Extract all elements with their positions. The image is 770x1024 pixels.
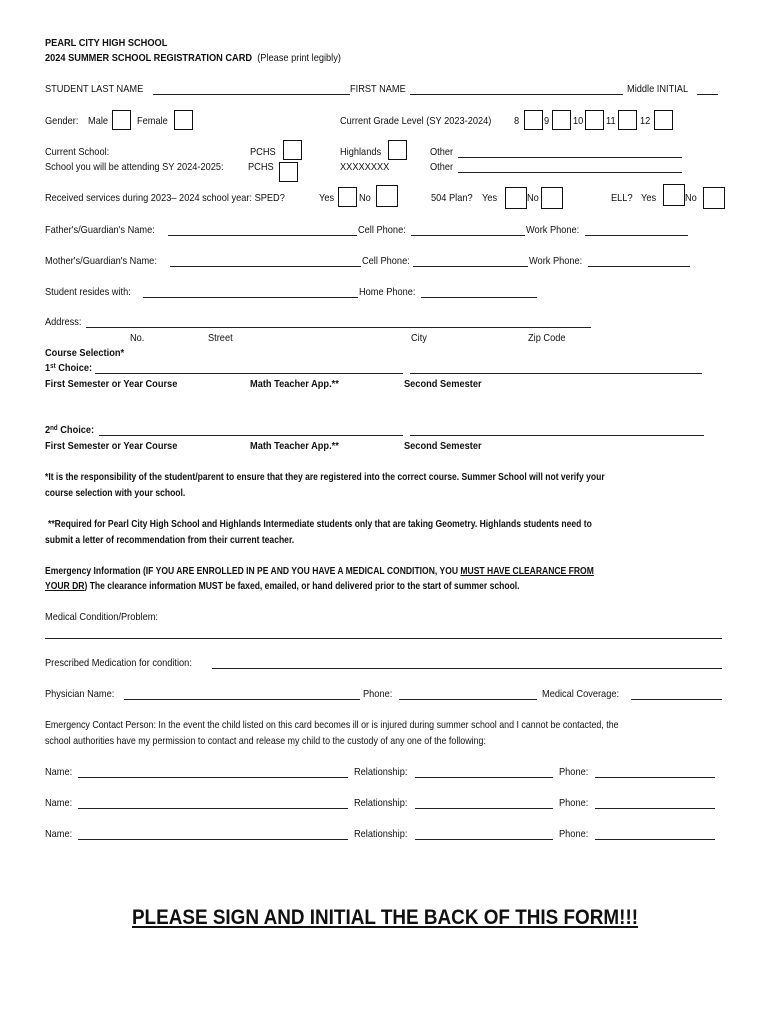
sped-no-checkbox[interactable] [376,185,398,207]
ell-no-label: No [685,192,697,204]
contact2-relationship-field[interactable] [415,808,553,809]
female-label: Female [137,115,168,127]
resides-with-label: Student resides with: [45,286,131,298]
home-phone-label: Home Phone: [359,286,416,298]
emergency-contact-line2: school authorities have my permission to contact and release my child to the custody of any one of the following: [45,735,486,747]
contact3-name-label: Name: [45,828,73,840]
second-choice-label [45,425,94,436]
prescribed-medication-field[interactable] [212,668,722,669]
resides-with-field[interactable] [143,297,358,298]
medical-coverage-field[interactable] [631,699,722,700]
grade-12-label: 12 [640,115,651,127]
grade-12-checkbox[interactable] [654,110,673,130]
form-title-text: 2024 SUMMER SCHOOL REGISTRATION CARD [45,52,253,64]
father-work-label: Work Phone: [526,224,580,236]
first-name-label: FIRST NAME [350,83,406,95]
contact2-phone-field[interactable] [595,808,715,809]
contact1-name-field[interactable] [78,777,348,778]
grade-8-checkbox[interactable] [524,110,543,130]
first-choice-number: 1 [45,362,51,374]
course-selection-heading: Course Selection* [45,347,125,359]
responsibility-note-line1: *It is the responsibility of the student/parent to ensure that they are registered into the correct course. Summer School will not verify your [45,471,605,483]
current-pchs-checkbox[interactable] [283,140,302,160]
contact2-phone-label: Phone: [559,797,589,809]
second-choice-second-semester-field[interactable] [410,435,704,436]
grade-11-label: 11 [606,115,616,127]
mother-work-label: Work Phone: [529,255,583,267]
second-choice-math-app-caption: Math Teacher App.** [250,440,339,452]
mother-name-label: Mother's/Guardian's Name: [45,255,157,267]
medical-condition-field[interactable] [45,638,722,639]
emergency-info-line2 [45,581,520,592]
highlands-crossed-out: XXXXXXXX [340,161,390,173]
other-current-field[interactable] [458,157,682,158]
attending-pchs-checkbox[interactable] [279,162,298,182]
female-checkbox[interactable] [174,110,193,130]
sped-yes-checkbox[interactable] [338,187,357,207]
first-choice-second-semester-field[interactable] [410,373,702,374]
physician-phone-field[interactable] [399,699,537,700]
contact1-relationship-field[interactable] [415,777,553,778]
contact1-relationship-label: Relationship: [354,766,408,778]
contact1-name-label: Name: [45,766,73,778]
grade-10-checkbox[interactable] [585,110,604,130]
ell-yes-label: Yes [641,192,657,204]
contact2-name-field[interactable] [78,808,348,809]
second-choice-word: Choice: [60,424,95,436]
ell-yes-checkbox[interactable] [663,184,685,206]
highlands-label: Highlands [340,146,382,158]
other-attending-label: Other [430,161,454,173]
print-note: (Please print legibly) [257,52,341,64]
mother-cell-label: Cell Phone: [362,255,410,267]
contact1-phone-field[interactable] [595,777,715,778]
current-pchs-label: PCHS [250,146,276,158]
attending-school-label: School you will be attending SY 2024-2025: [45,161,224,173]
address-no-caption: No. [130,332,145,344]
form-title [45,53,341,64]
ell-label: ELL? [611,192,633,204]
attending-pchs-label: PCHS [248,161,274,173]
second-choice-suffix: nd [50,425,58,432]
first-choice-second-semester-caption: Second Semester [404,378,482,390]
504-no-checkbox[interactable] [541,187,563,209]
first-choice-math-app-caption: Math Teacher App.** [250,378,339,390]
current-school-label: Current School: [45,146,110,158]
father-name-field[interactable] [168,235,357,236]
504-yes-label: Yes [482,192,498,204]
student-last-name-field[interactable] [153,94,350,95]
physician-name-field[interactable] [124,699,360,700]
grade-8-label: 8 [514,115,520,127]
first-choice-suffix: st [50,363,56,370]
mother-cell-field[interactable] [413,266,528,267]
second-choice-number: 2 [45,424,51,436]
first-choice-first-semester-caption: First Semester or Year Course [45,378,178,390]
grade-11-checkbox[interactable] [618,110,637,130]
emergency-info-text: Emergency Information (IF YOU ARE ENROLLED IN PE AND YOU HAVE A MEDICAL CONDITION, YOU [45,565,461,577]
contact3-relationship-label: Relationship: [354,828,408,840]
emergency-contact-line1: Emergency Contact Person: In the event the child listed on this card becomes ill or is injured during summer school and I cannot be contacted, the [45,719,619,731]
required-note-line1: **Required for Pearl City High School and Highlands Intermediate students only that are taking Geometry. Highlands students need to [48,518,592,530]
second-choice-second-semester-caption: Second Semester [404,440,482,452]
mother-work-field[interactable] [588,266,690,267]
contact3-relationship-field[interactable] [415,839,553,840]
male-checkbox[interactable] [112,110,131,130]
first-name-field[interactable] [410,94,623,95]
address-field[interactable] [86,327,591,328]
address-label: Address: [45,316,82,328]
father-cell-label: Cell Phone: [358,224,406,236]
contact3-phone-label: Phone: [559,828,589,840]
contact3-phone-field[interactable] [595,839,715,840]
highlands-checkbox[interactable] [388,140,407,160]
504-plan-label: 504 Plan? [431,192,473,204]
sign-back-reminder: PLEASE SIGN AND INITIAL THE BACK OF THIS FORM!!! [131,906,639,929]
clearance-instructions: ) The clearance information MUST be faxed, emailed, or hand delivered prior to the start of summer school. [84,580,520,592]
physician-name-label: Physician Name: [45,688,115,700]
gender-label: Gender: [45,115,79,127]
504-no-label: No [527,192,539,204]
sped-yes-label: Yes [319,192,335,204]
address-zip-caption: Zip Code [528,332,566,344]
father-name-label: Father's/Guardian's Name: [45,224,155,236]
medical-coverage-label: Medical Coverage: [542,688,620,700]
contact2-name-label: Name: [45,797,73,809]
mother-name-field[interactable] [170,266,361,267]
other-attending-field[interactable] [458,172,682,173]
contact2-relationship-label: Relationship: [354,797,408,809]
middle-initial-label: Middle INITIAL [627,83,689,95]
ell-no-checkbox[interactable] [703,187,725,209]
sped-no-label: No [359,192,371,204]
contact1-phone-label: Phone: [559,766,589,778]
address-street-caption: Street [208,332,233,344]
grade-level-label: Current Grade Level (SY 2023-2024) [340,115,492,127]
504-yes-checkbox[interactable] [505,187,527,209]
your-dr-text: YOUR DR [45,580,85,592]
grade-9-label: 9 [544,115,550,127]
grade-9-checkbox[interactable] [552,110,571,130]
grade-10-label: 10 [573,115,584,127]
other-current-label: Other [430,146,454,158]
father-cell-field[interactable] [411,235,525,236]
first-choice-word: Choice: [58,362,93,374]
first-choice-label [45,363,92,374]
first-choice-first-semester-field[interactable] [95,373,403,374]
student-last-name-label: STUDENT LAST NAME [45,83,144,95]
physician-phone-label: Phone: [363,688,393,700]
clearance-warning: MUST HAVE CLEARANCE FROM [460,565,594,577]
medical-condition-label: Medical Condition/Problem: [45,611,158,623]
second-choice-first-semester-field[interactable] [99,435,403,436]
contact3-name-field[interactable] [78,839,348,840]
emergency-info-line1 [45,566,594,577]
required-note-line2: submit a letter of recommendation from their current teacher. [45,534,295,546]
father-work-field[interactable] [585,235,688,236]
address-city-caption: City [411,332,427,344]
middle-initial-field[interactable] [697,94,718,95]
male-label: Male [88,115,109,127]
responsibility-note-line2: course selection with your school. [45,487,186,499]
prescribed-medication-label: Prescribed Medication for condition: [45,657,192,669]
services-label: Received services during 2023– 2024 school year: SPED? [45,192,285,204]
school-name: PEARL CITY HIGH SCHOOL [45,37,168,49]
second-choice-first-semester-caption: First Semester or Year Course [45,440,178,452]
home-phone-field[interactable] [421,297,537,298]
